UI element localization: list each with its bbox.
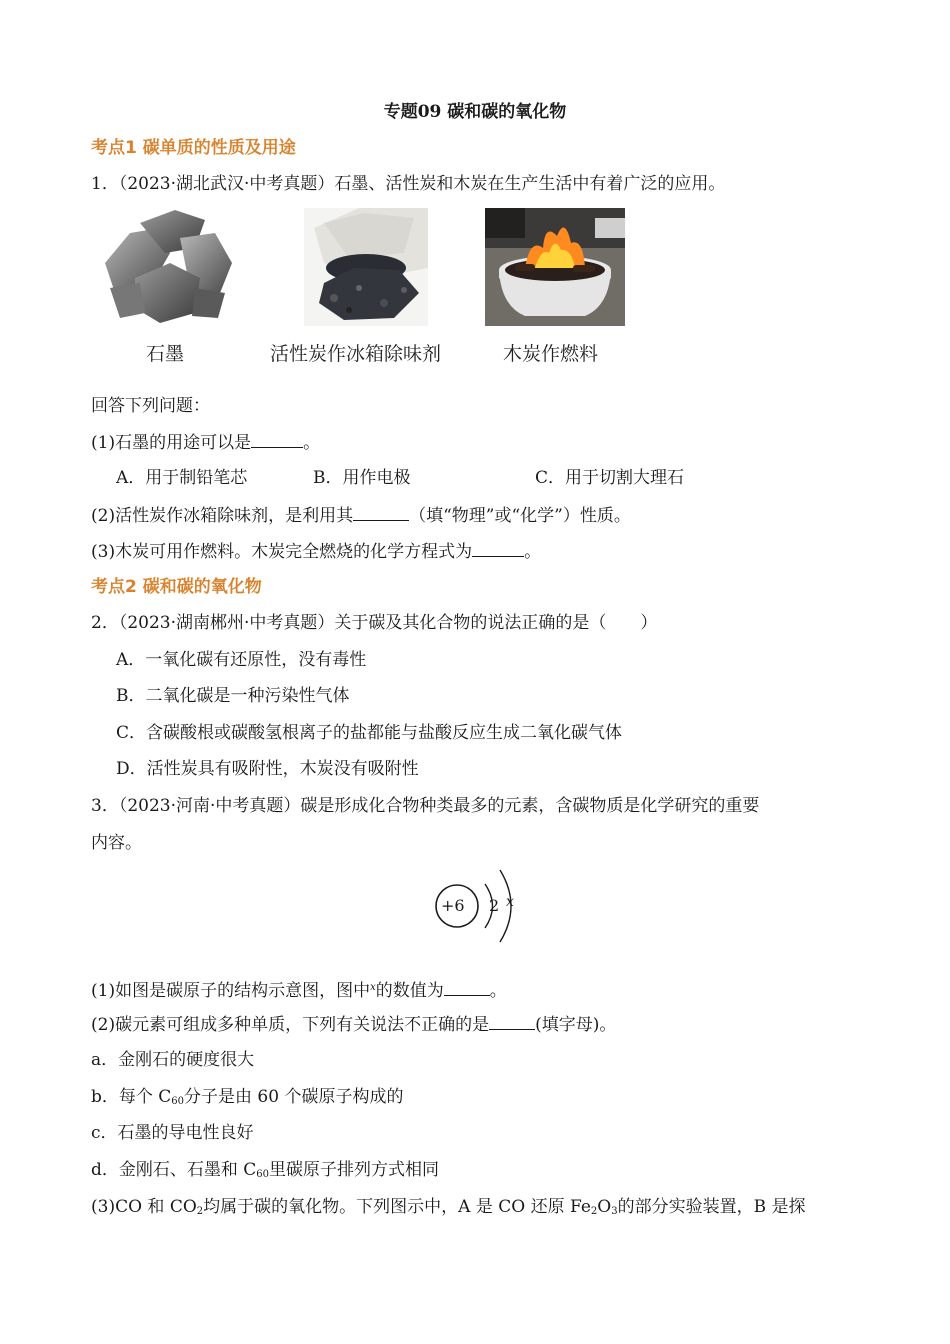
answer-blank[interactable] — [472, 539, 524, 557]
section-heading-1: 考点1 碳单质的性质及用途 — [91, 138, 296, 158]
question-3-part-2: (2)碳元素可组成多种单质，下列有关说法不正确的是 (填字母)。 — [91, 1012, 616, 1037]
activated-carbon-image — [304, 208, 428, 326]
question-3-part-3: (3)CO 和 $CO_2$均属于碳的氧化物。下列图示中，A 是 CO 还原 $Fe_2O_3$的部分实验装置，B 是探 — [91, 1197, 806, 1217]
charcoal-fire-image — [485, 208, 625, 326]
q1-option-a: A．用于制铅笔芯 — [116, 468, 248, 488]
nucleus-charge: +6 — [441, 896, 465, 915]
answer-blank[interactable] — [444, 978, 490, 996]
carbon-atom-diagram — [430, 864, 530, 948]
question-3-part-1: (1)如图是碳原子的结构示意图，图中$^x$的数值为 。 — [91, 976, 507, 1003]
caption-graphite: 石墨 — [146, 343, 185, 365]
caption-charcoal-fuel: 木炭作燃料 — [503, 343, 599, 365]
answer-blank[interactable] — [489, 1012, 535, 1030]
q2-option-a: A．一氧化碳有还原性，没有毒性 — [116, 650, 367, 670]
q2-option-b: B．二氧化碳是一种污染性气体 — [116, 686, 350, 706]
q3-option-a: a．金刚石的硬度很大 — [91, 1050, 255, 1070]
question-3-stem-line-1: 3．（2023·河南·中考真题）碳是形成化合物种类最多的元素，含碳物质是化学研究的重要 — [91, 796, 760, 816]
shell-2-electrons: x — [506, 894, 514, 910]
q2-option-d: D．活性炭具有吸附性，木炭没有吸附性 — [116, 759, 419, 779]
caption-activated-carbon: 活性炭作冰箱除味剂 — [270, 343, 442, 365]
page-title: 专题09 碳和碳的氧化物 — [383, 102, 567, 122]
question-1-prompt: 回答下列问题： — [91, 396, 210, 416]
q3-option-d: d．金刚石、石墨和 $C_{60}$里碳原子排列方式相同 — [91, 1160, 440, 1180]
shell-1-electrons: 2 — [489, 896, 500, 915]
question-1-part-3: (3)木炭可用作燃料。木炭完全燃烧的化学方程式为 。 — [91, 539, 541, 564]
graphite-image — [100, 208, 235, 326]
q2-option-c: C．含碳酸根或碳酸氢根离子的盐都能与盐酸反应生成二氧化碳气体 — [116, 723, 623, 743]
question-2-stem: 2．（2023·湖南郴州·中考真题）关于碳及其化合物的说法正确的是（ ） — [91, 613, 658, 633]
question-1-part-2: (2)活性炭作冰箱除味剂，是利用其 （填“物理”或“化学”）性质。 — [91, 503, 631, 528]
answer-blank[interactable] — [353, 503, 409, 521]
question-3-stem-line-2: 内容。 — [91, 833, 142, 853]
q1-option-b: B．用作电极 — [313, 468, 411, 488]
q1-option-c: C．用于切割大理石 — [535, 468, 685, 488]
question-1-part-1: (1)石墨的用途可以是 。 — [91, 430, 320, 455]
section-heading-2: 考点2 碳和碳的氧化物 — [91, 577, 262, 597]
answer-blank[interactable] — [251, 430, 303, 448]
question-1-stem: 1．（2023·湖北武汉·中考真题）石墨、活性炭和木炭在生产生活中有着广泛的应用。 — [91, 174, 726, 194]
q3-option-b: b．每个 $C_{60}$分子是由 60 个碳原子构成的 — [91, 1087, 404, 1107]
q3-option-c: c．石墨的导电性良好 — [91, 1123, 254, 1143]
